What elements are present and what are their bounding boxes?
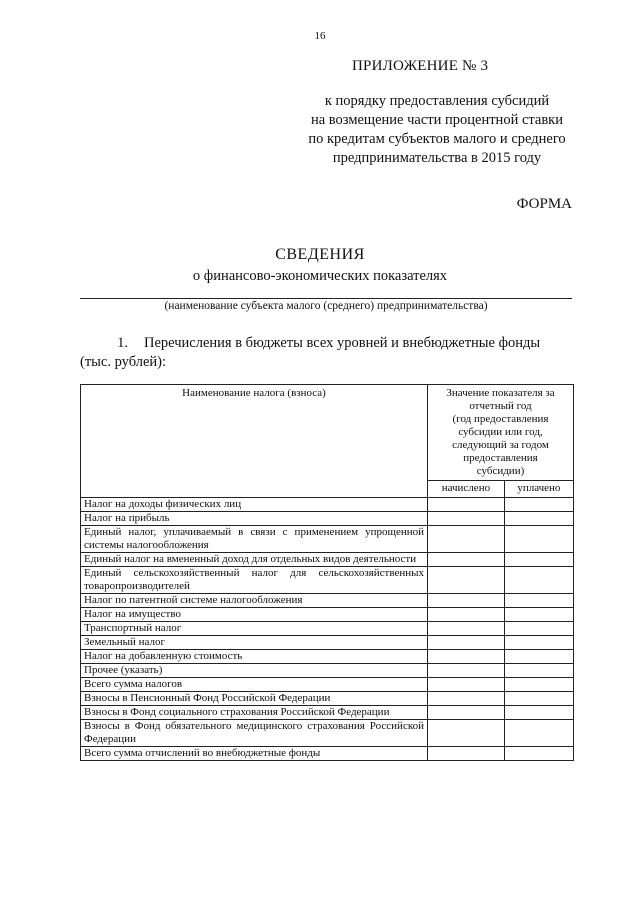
tax-name-cell: Всего сумма налогов xyxy=(81,678,428,692)
appendix-subtitle xyxy=(292,92,582,168)
accrued-cell[interactable] xyxy=(428,622,505,636)
paid-cell[interactable] xyxy=(504,567,573,594)
header-line: отчетный год xyxy=(469,400,532,412)
accrued-header: начислено xyxy=(428,481,505,498)
section-heading xyxy=(80,334,575,372)
table-row xyxy=(81,650,574,664)
header-line: (год предоставления xyxy=(452,413,549,425)
paid-cell[interactable] xyxy=(504,636,573,650)
accrued-cell[interactable] xyxy=(428,608,505,622)
paid-cell[interactable] xyxy=(504,608,573,622)
paid-cell[interactable] xyxy=(504,664,573,678)
tax-table xyxy=(80,384,574,761)
accrued-cell[interactable] xyxy=(428,526,505,553)
document-title: СВЕДЕНИЯ xyxy=(275,246,365,263)
paid-cell[interactable] xyxy=(504,553,573,567)
form-label: ФОРМА xyxy=(516,196,572,212)
tax-name-cell: Единый налог на вмененный доход для отдельных видов деятельности xyxy=(81,553,428,567)
page-number: 16 xyxy=(314,30,326,42)
appendix-subtitle-line: предпринимательства в 2015 году xyxy=(332,150,542,166)
accrued-cell[interactable] xyxy=(428,706,505,720)
table-header-row xyxy=(81,385,574,481)
header-line: предоставления xyxy=(463,452,538,464)
paid-cell[interactable] xyxy=(504,692,573,706)
table-row xyxy=(81,664,574,678)
section-number: 1. xyxy=(117,335,128,351)
tax-name-cell: Взносы в Фонд обязательного медицинского страхования Российской Федерации xyxy=(81,720,428,747)
accrued-cell[interactable] xyxy=(428,553,505,567)
table-row xyxy=(81,692,574,706)
table-row xyxy=(81,526,574,553)
table-row xyxy=(81,747,574,761)
tax-name-cell: Транспортный налог xyxy=(81,622,428,636)
appendix-subtitle-line: к порядку предоставления субсидий xyxy=(324,93,550,109)
tax-name-cell: Налог по патентной системе налогообложения xyxy=(81,594,428,608)
tax-name-cell: Налог на добавленную стоимость xyxy=(81,650,428,664)
table-row xyxy=(81,594,574,608)
tax-name-cell: Налог на прибыль xyxy=(81,512,428,526)
header-line: субсидии или год, xyxy=(458,426,543,438)
paid-cell[interactable] xyxy=(504,594,573,608)
paid-cell[interactable] xyxy=(504,747,573,761)
subject-name-line xyxy=(80,298,572,299)
header-line: следующий за годом xyxy=(452,439,549,451)
tax-name-cell: Единый сельскохозяйственный налог для сельскохозяйственных товаропроизводителей xyxy=(81,567,428,594)
paid-cell[interactable] xyxy=(504,706,573,720)
table-row xyxy=(81,678,574,692)
accrued-cell[interactable] xyxy=(428,594,505,608)
table-row xyxy=(81,636,574,650)
appendix-title: ПРИЛОЖЕНИЕ № 3 xyxy=(352,58,489,74)
tax-name-cell: Единый налог, уплачиваемый в связи с применением упрощенной системы налогообложения xyxy=(81,526,428,553)
accrued-cell[interactable] xyxy=(428,636,505,650)
paid-cell[interactable] xyxy=(504,498,573,512)
tax-name-cell: Земельный налог xyxy=(81,636,428,650)
appendix-subtitle-line: на возмещение части процентной ставки xyxy=(310,112,563,128)
indicator-value-header xyxy=(428,385,574,481)
paid-cell[interactable] xyxy=(504,678,573,692)
table-row xyxy=(81,553,574,567)
section-text-line1: Перечисления в бюджеты всех уровней и внебюджетные фонды xyxy=(144,335,541,351)
accrued-cell[interactable] xyxy=(428,678,505,692)
header-line: субсидии) xyxy=(476,465,525,477)
paid-cell[interactable] xyxy=(504,720,573,747)
accrued-cell[interactable] xyxy=(428,692,505,706)
paid-cell[interactable] xyxy=(504,650,573,664)
accrued-cell[interactable] xyxy=(428,512,505,526)
accrued-cell[interactable] xyxy=(428,498,505,512)
table-row xyxy=(81,608,574,622)
accrued-cell[interactable] xyxy=(428,747,505,761)
accrued-cell[interactable] xyxy=(428,567,505,594)
tax-name-cell: Всего сумма отчислений во внебюджетные фонды xyxy=(81,747,428,761)
table-row xyxy=(81,567,574,594)
tax-name-header: Наименование налога (взноса) xyxy=(81,385,428,498)
paid-cell[interactable] xyxy=(504,512,573,526)
tax-name-cell: Прочее (указать) xyxy=(81,664,428,678)
table-row xyxy=(81,512,574,526)
header-line: Значение показателя за xyxy=(446,387,555,399)
accrued-cell[interactable] xyxy=(428,650,505,664)
accrued-cell[interactable] xyxy=(428,720,505,747)
paid-cell[interactable] xyxy=(504,526,573,553)
tax-name-cell: Налог на доходы физических лиц xyxy=(81,498,428,512)
table-row xyxy=(81,720,574,747)
appendix-subtitle-line: по кредитам субъектов малого и среднего xyxy=(308,131,566,147)
section-text-line2: (тыс. рублей): xyxy=(80,354,167,370)
paid-cell[interactable] xyxy=(504,622,573,636)
tax-name-cell: Взносы в Пенсионный Фонд Российской Федерации xyxy=(81,692,428,706)
table-row xyxy=(81,706,574,720)
subject-name-caption: (наименование субъекта малого (среднего) предпринимательства) xyxy=(164,300,488,312)
table-row xyxy=(81,498,574,512)
tax-name-cell: Взносы в Фонд социального страхования Российской Федерации xyxy=(81,706,428,720)
accrued-cell[interactable] xyxy=(428,664,505,678)
paid-header: уплачено xyxy=(504,481,573,498)
document-subtitle: о финансово-экономических показателях xyxy=(192,268,448,284)
table-row xyxy=(81,622,574,636)
tax-name-cell: Налог на имущество xyxy=(81,608,428,622)
